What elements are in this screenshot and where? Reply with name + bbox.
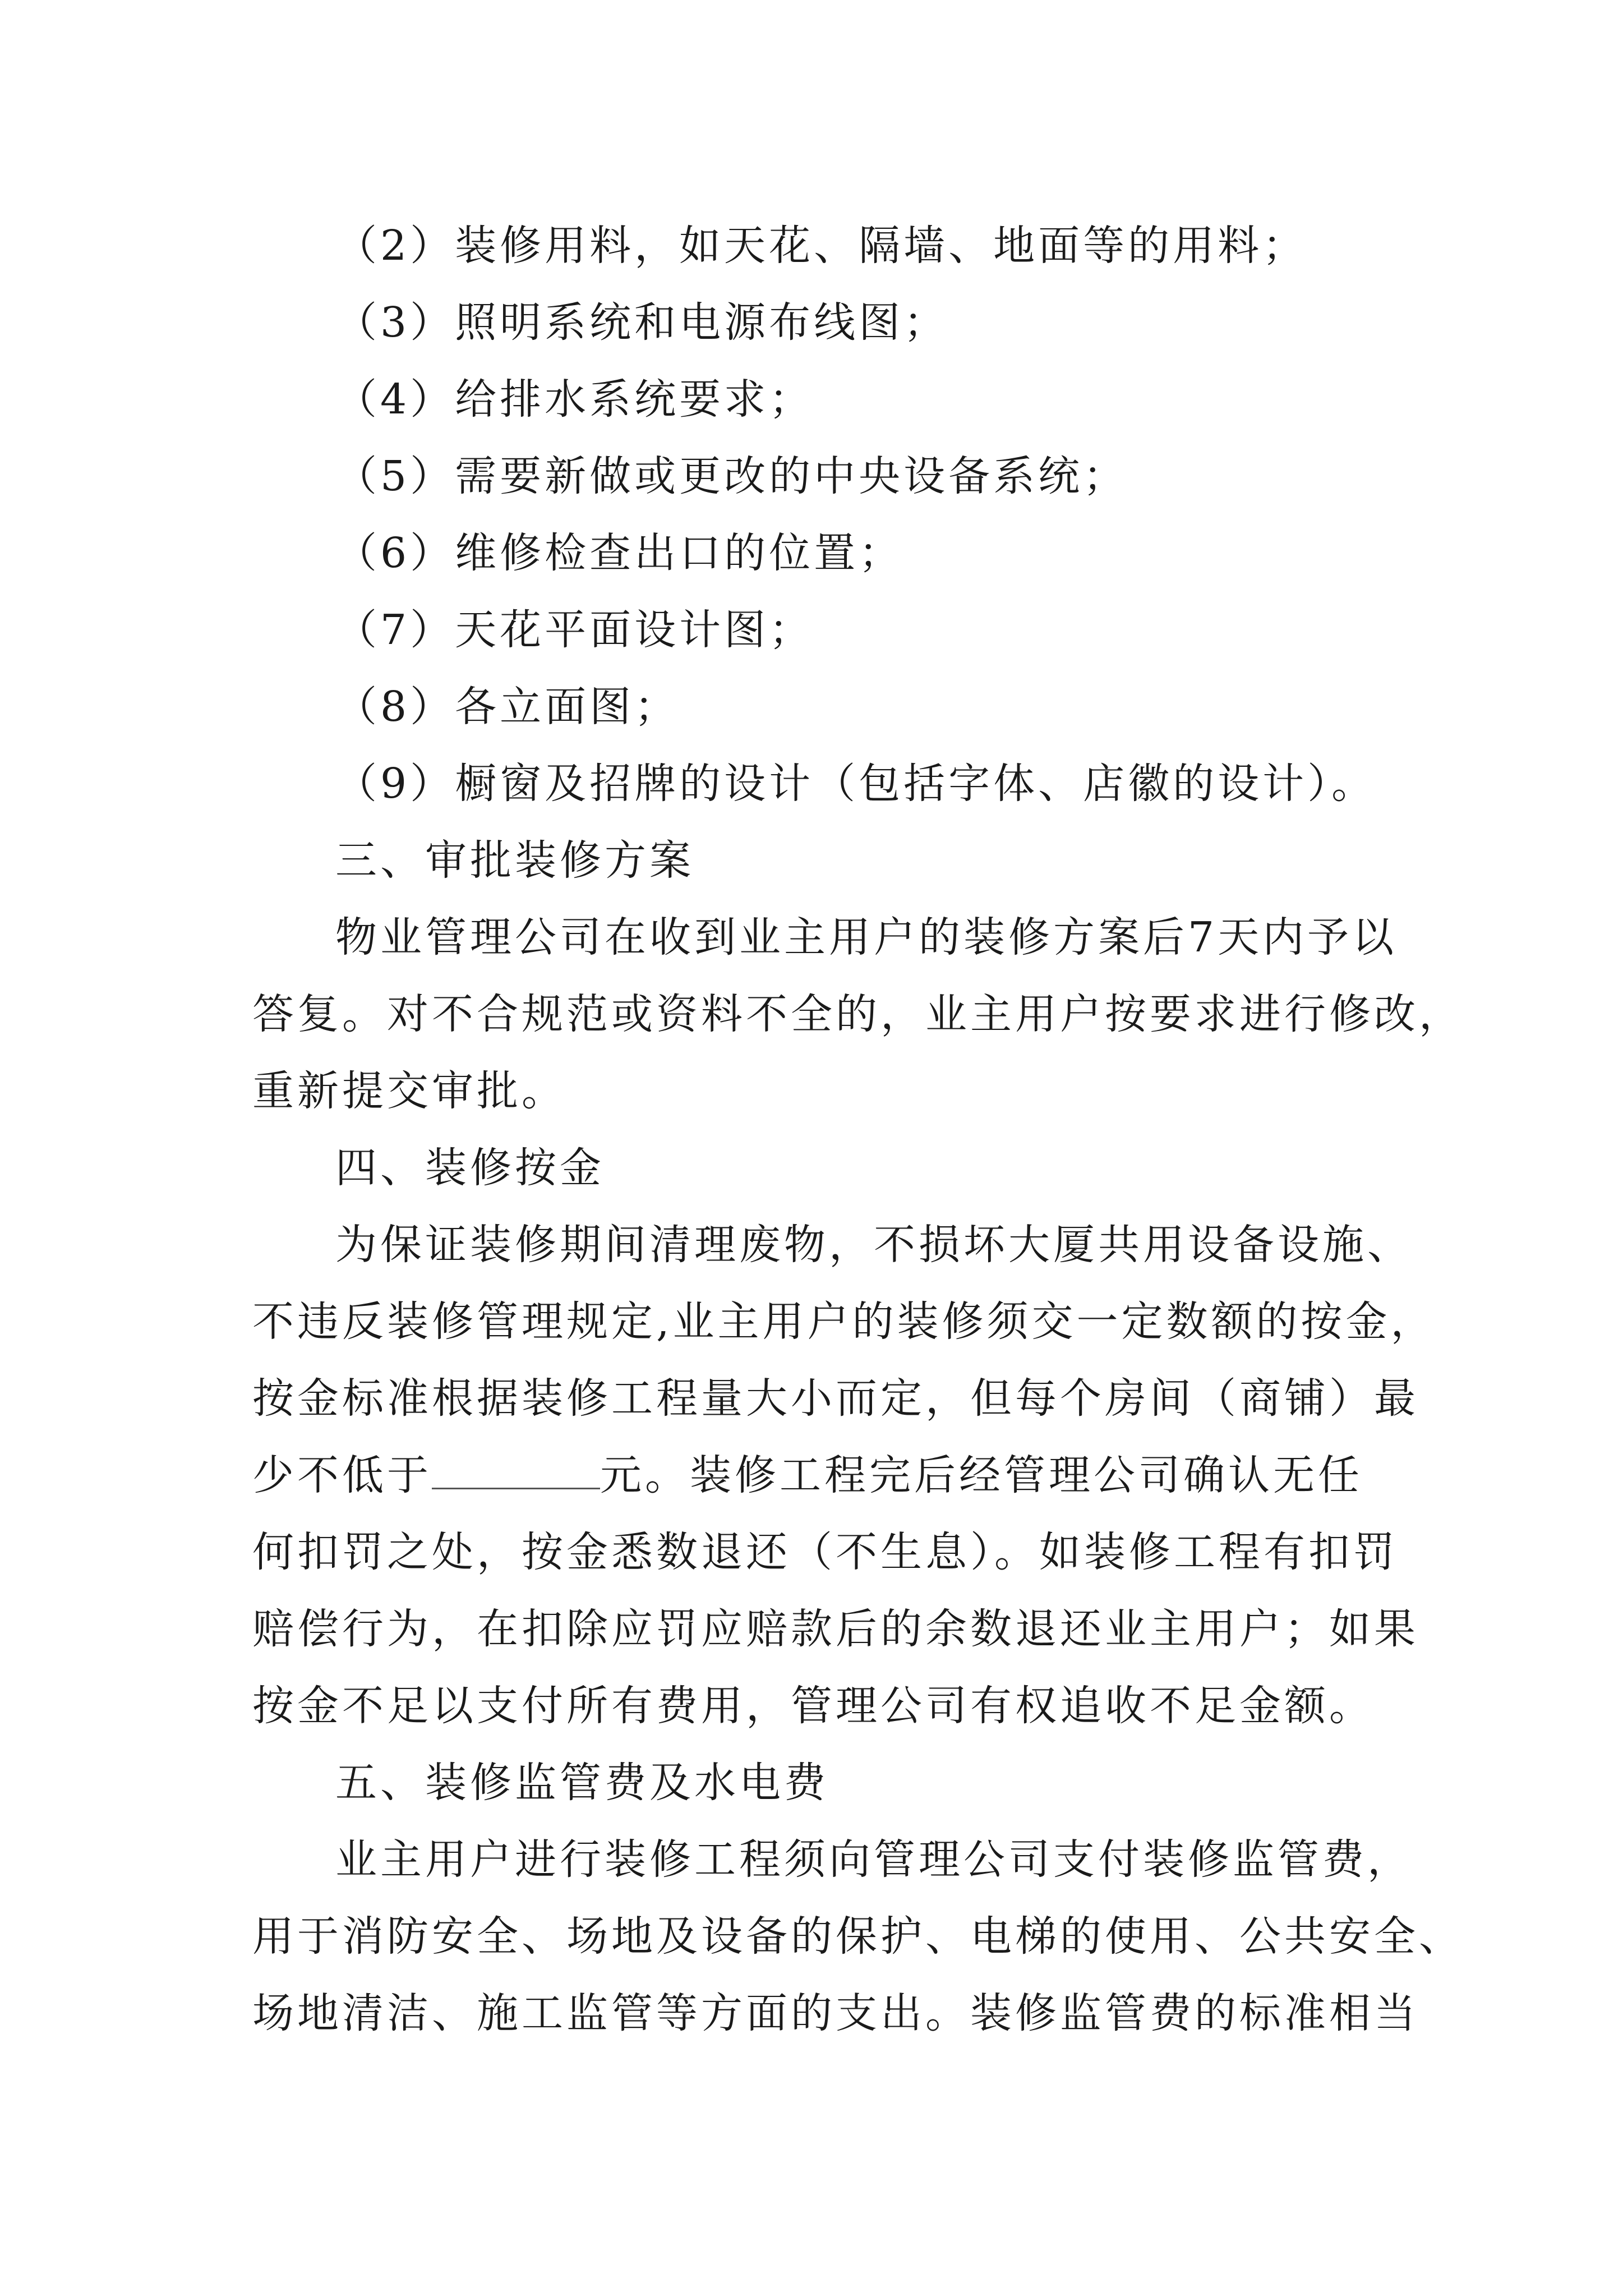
list-item: （5）需要新做或更改的中央设备系统；	[335, 452, 1128, 500]
paragraph-line: 物业管理公司在收到业主用户的装修方案后7天内予以	[335, 913, 1398, 961]
paragraph-line: 答复。对不合规范或资料不全的，业主用户按要求进行修改，	[252, 990, 1464, 1038]
list-item: （3）照明系统和电源布线图；	[335, 298, 949, 347]
list-item: （6）维修检查出口的位置；	[335, 529, 904, 577]
list-item: （9）橱窗及招牌的设计（包括字体、店徽的设计）。	[335, 760, 1377, 808]
paragraph-line	[252, 1437, 1380, 1514]
text-before-blank: 少不低于	[252, 1451, 432, 1499]
paragraph-line: 用于消防安全、场地及设备的保护、电梯的使用、公共安全、	[252, 1912, 1464, 1961]
text-after-blank: 元。装修工程完后经管理公司确认无任	[600, 1451, 1363, 1499]
section-heading-approval: 三、审批装修方案	[335, 836, 694, 885]
list-item: （8）各立面图；	[335, 683, 680, 731]
document-body	[252, 208, 1464, 2052]
list-item: （4）给排水系统要求；	[335, 375, 814, 424]
paragraph-line: 重新提交审批。	[252, 1067, 566, 1115]
section-heading-deposit: 四、装修按金	[335, 1144, 605, 1192]
paragraph-line: 何扣罚之处，按金悉数退还（不生息）。如装修工程有扣罚	[252, 1528, 1398, 1576]
paragraph-line: 按金标准根据装修工程量大小而定，但每个房间（商铺）最	[252, 1374, 1419, 1423]
paragraph-line: 不违反装修管理规定,业主用户的装修须交一定数额的按金，	[252, 1297, 1436, 1346]
list-item: （2）装修用料，如天花、隔墙、地面等的用料；	[335, 222, 1308, 270]
paragraph-line: 按金不足以支付所有费用，管理公司有权追收不足金额。	[252, 1682, 1374, 1730]
section-heading-fees: 五、装修监管费及水电费	[335, 1759, 829, 1807]
paragraph-line: 赔偿行为，在扣除应罚应赔款后的余数退还业主用户；如果	[252, 1605, 1419, 1653]
amount-blank-field[interactable]	[432, 1454, 600, 1489]
paragraph-line: 场地清洁、施工监管等方面的支出。装修监管费的标准相当	[252, 1989, 1419, 2037]
list-item: （7）天花平面设计图；	[335, 606, 814, 654]
paragraph-line: 业主用户进行装修工程须向管理公司支付装修监管费，	[335, 1835, 1412, 1884]
paragraph-line: 为保证装修期间清理废物，不损坏大厦共用设备设施、	[335, 1221, 1412, 1269]
